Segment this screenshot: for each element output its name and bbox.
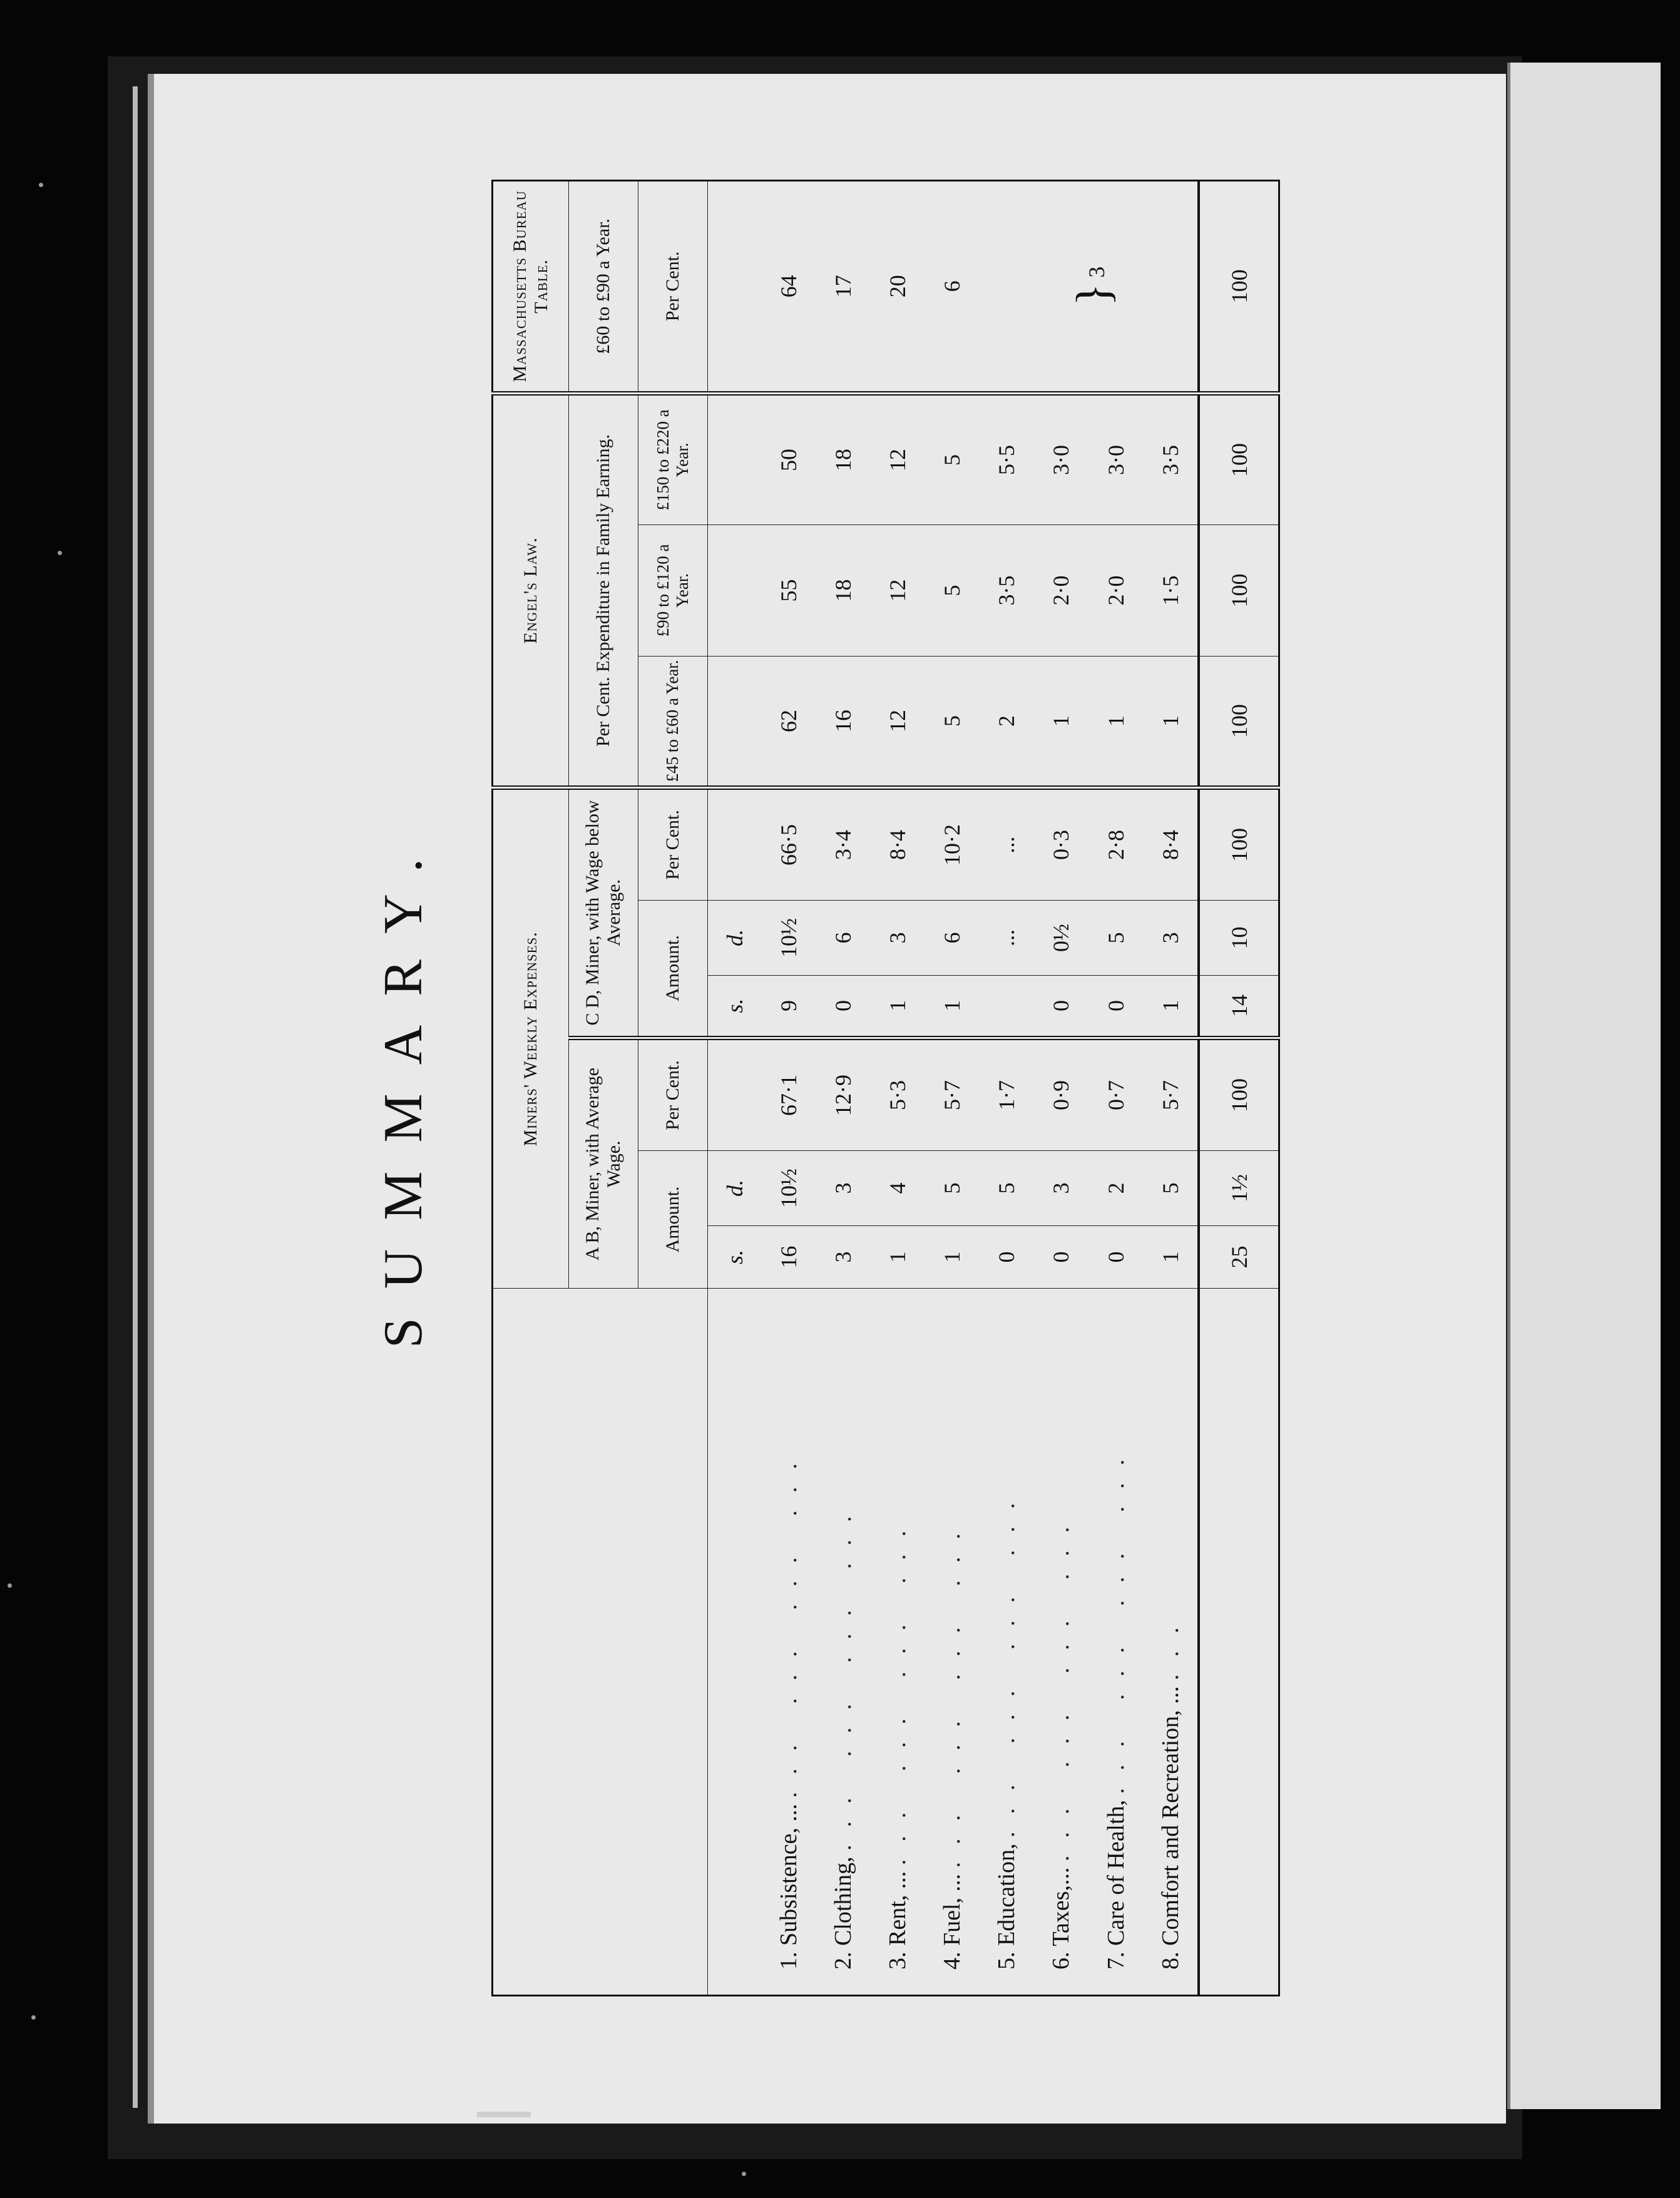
cd-pence: 6 bbox=[816, 901, 870, 976]
ab-pence: 4 bbox=[870, 1151, 925, 1226]
total-row bbox=[1199, 180, 1279, 1995]
col-cd-amount: Amount. bbox=[638, 901, 708, 1038]
leader-dots: ... ... ... ... bbox=[1102, 1441, 1129, 1794]
engel-90-120: 55 bbox=[761, 524, 816, 656]
ab-percent: 12·9 bbox=[816, 1038, 870, 1151]
cd-total-shillings: 14 bbox=[1199, 976, 1279, 1038]
ab-total-shillings: 25 bbox=[1199, 1226, 1279, 1289]
engel-150-220: 5·5 bbox=[980, 393, 1034, 524]
mass-total: 100 bbox=[1199, 180, 1279, 393]
ab-pence: 5 bbox=[925, 1151, 980, 1226]
col-engel-45-60: £45 to £60 a Year. bbox=[638, 656, 708, 787]
table-row bbox=[1034, 180, 1088, 1995]
engel-45-60: 16 bbox=[816, 656, 870, 787]
blank-cell bbox=[708, 393, 762, 524]
cd-pence: 6 bbox=[925, 901, 980, 976]
row-label: 7. Care of Health, ... ... ... ... bbox=[1088, 1289, 1143, 1996]
cd-percent: 8·4 bbox=[870, 787, 925, 900]
engel-150-220: 3·5 bbox=[1143, 393, 1199, 524]
leader-dots: ... ... ... ... bbox=[829, 1498, 856, 1851]
blank-cell bbox=[708, 656, 762, 787]
row-label: 6. Taxes,... ... ... ... ... bbox=[1034, 1289, 1088, 1996]
dust-speck bbox=[31, 2015, 36, 2020]
ab-percent: 5·7 bbox=[925, 1038, 980, 1151]
engel-150-220-total: 100 bbox=[1199, 393, 1279, 524]
row-label: 8. Comfort and Recreation, ... ... bbox=[1143, 1289, 1199, 1996]
ab-pence: 3 bbox=[816, 1151, 870, 1226]
ab-shillings: 1 bbox=[870, 1226, 925, 1289]
ab-shillings: 0 bbox=[980, 1226, 1034, 1289]
col-ab-amount: Amount. bbox=[638, 1151, 708, 1289]
engel-90-120: 1·5 bbox=[1143, 524, 1199, 656]
col-cd-percent: Per Cent. bbox=[638, 787, 708, 900]
engel-150-220: 18 bbox=[816, 393, 870, 524]
cd-shillings: 0 bbox=[816, 976, 870, 1038]
cd-pence: 0½ bbox=[1034, 901, 1088, 976]
ab-shillings: 1 bbox=[925, 1226, 980, 1289]
col-engel-150-220: £150 to £220 a Year. bbox=[638, 393, 708, 524]
ab-shillings: 0 bbox=[1034, 1226, 1088, 1289]
ab-percent: 5·7 bbox=[1143, 1038, 1199, 1151]
ab-total-pence: 1½ bbox=[1199, 1151, 1279, 1226]
cd-shillings bbox=[980, 976, 1034, 1038]
table-row bbox=[761, 180, 816, 1995]
leader-dots: ... ... ... ... bbox=[939, 1515, 966, 1868]
mass-percent: 6 bbox=[925, 180, 980, 393]
dust-speck bbox=[742, 2172, 746, 2176]
cd-percent: 2·8 bbox=[1088, 787, 1143, 900]
ab-shillings: 3 bbox=[816, 1226, 870, 1289]
engel-150-220: 12 bbox=[870, 393, 925, 524]
row-label: 4. Fuel, ... ... ... ... ... bbox=[925, 1289, 980, 1996]
unit-pence: d. bbox=[708, 1151, 762, 1226]
ab-percent: 1·7 bbox=[980, 1038, 1034, 1151]
unit-shillings: s. bbox=[708, 1226, 762, 1289]
engel-45-60: 12 bbox=[870, 656, 925, 787]
cd-percent: 66·5 bbox=[761, 787, 816, 900]
leader-dots: ... bbox=[1157, 1610, 1184, 1680]
summary-table bbox=[491, 180, 1280, 1996]
engel-90-120: 18 bbox=[816, 524, 870, 656]
blank-cell bbox=[708, 180, 762, 393]
engel-45-60: 62 bbox=[761, 656, 816, 787]
leader-dots: ... ... ... ... bbox=[884, 1513, 911, 1866]
group-miners-weekly-expenses: Miners' Weekly Expenses. bbox=[493, 787, 569, 1288]
engel-45-60: 1 bbox=[1143, 656, 1199, 787]
engel-150-220: 50 bbox=[761, 393, 816, 524]
row-label: 1. Subsistence, ... ... ... ... ... bbox=[761, 1289, 816, 1996]
ab-pence: 5 bbox=[980, 1151, 1034, 1226]
row-label: 3. Rent, ... ... ... ... ... bbox=[870, 1289, 925, 1996]
unit-pence: d. bbox=[708, 901, 762, 976]
rotated-content bbox=[366, 181, 1305, 1996]
engel-90-120: 12 bbox=[870, 524, 925, 656]
table-row bbox=[816, 180, 870, 1995]
cd-pence: 10½ bbox=[761, 901, 816, 976]
group-massachusetts-bureau: Massachusetts Bureau Table. bbox=[493, 180, 569, 393]
engel-150-220: 5 bbox=[925, 393, 980, 524]
ab-percent: 5·3 bbox=[870, 1038, 925, 1151]
cd-percent: 10·2 bbox=[925, 787, 980, 900]
ab-shillings: 1 bbox=[1143, 1226, 1199, 1289]
group-engels-law: Engel's Law. bbox=[493, 393, 569, 787]
cd-total-pence: 10 bbox=[1199, 901, 1279, 976]
mass-grouped-cell bbox=[980, 180, 1199, 393]
page-title: SUMMARY. bbox=[373, 829, 434, 1349]
engel-150-220: 3·0 bbox=[1088, 393, 1143, 524]
dust-speck bbox=[8, 1583, 12, 1588]
ab-pence: 10½ bbox=[761, 1151, 816, 1226]
unit-shillings: s. bbox=[708, 976, 762, 1038]
table-row bbox=[1143, 180, 1199, 1995]
subgroup-mass-range: £60 to £90 a Year. bbox=[569, 180, 638, 393]
row-label: 5. Education, ... ... ... ... bbox=[980, 1289, 1034, 1996]
cd-pence: 5 bbox=[1088, 901, 1143, 976]
mass-percent: 20 bbox=[870, 180, 925, 393]
table-row bbox=[1088, 180, 1143, 1995]
subgroup-cd-miner: C D, Miner, with Wage below Average. bbox=[569, 787, 638, 1038]
engel-45-60-total: 100 bbox=[1199, 656, 1279, 787]
engel-90-120-total: 100 bbox=[1199, 524, 1279, 656]
cd-shillings: 1 bbox=[870, 976, 925, 1038]
table-row bbox=[980, 180, 1034, 1995]
engel-150-220: 3·0 bbox=[1034, 393, 1088, 524]
col-mass-percent: Per Cent. bbox=[638, 180, 708, 393]
ab-percent: 0·7 bbox=[1088, 1038, 1143, 1151]
subgroup-engel-per-cent: Per Cent. Expenditure in Family Earning. bbox=[569, 393, 638, 787]
subgroup-ab-miner: A B, Miner, with Average Wage. bbox=[569, 1038, 638, 1289]
ab-pence: 3 bbox=[1034, 1151, 1088, 1226]
engel-90-120: 3·5 bbox=[980, 524, 1034, 656]
engel-90-120: 2·0 bbox=[1034, 524, 1088, 656]
cd-shillings: 1 bbox=[1143, 976, 1199, 1038]
engel-45-60: 2 bbox=[980, 656, 1034, 787]
blank-cell bbox=[708, 1038, 762, 1151]
blank-cell bbox=[708, 787, 762, 900]
cd-shillings: 0 bbox=[1088, 976, 1143, 1038]
ab-pence: 2 bbox=[1088, 1151, 1143, 1226]
table-row bbox=[870, 180, 925, 1995]
engel-45-60: 1 bbox=[1088, 656, 1143, 787]
col-ab-percent: Per Cent. bbox=[638, 1038, 708, 1151]
dust-speck bbox=[39, 183, 43, 187]
cd-percent: 8·4 bbox=[1143, 787, 1199, 900]
page-bottom-mark bbox=[477, 2112, 531, 2117]
cd-shillings: 0 bbox=[1034, 976, 1088, 1038]
cd-percent: ... bbox=[980, 787, 1034, 900]
cd-total-percent: 100 bbox=[1199, 787, 1279, 900]
ab-percent: 0·9 bbox=[1034, 1038, 1088, 1151]
cd-pence: 3 bbox=[870, 901, 925, 976]
engel-45-60: 5 bbox=[925, 656, 980, 787]
facing-page-edge bbox=[1507, 63, 1661, 2109]
cd-pence: 3 bbox=[1143, 901, 1199, 976]
table-row bbox=[925, 180, 980, 1995]
mass-percent: 3 bbox=[1083, 266, 1109, 278]
units-row-label bbox=[708, 1289, 762, 1996]
engel-90-120: 2·0 bbox=[1088, 524, 1143, 656]
col-engel-90-120: £90 to £120 a Year. bbox=[638, 524, 708, 656]
ab-total-percent: 100 bbox=[1199, 1038, 1279, 1151]
grouping-brace-icon: } bbox=[1067, 283, 1120, 307]
engel-90-120: 5 bbox=[925, 524, 980, 656]
cd-percent: 3·4 bbox=[816, 787, 870, 900]
mass-percent: 17 bbox=[816, 180, 870, 393]
ab-shillings: 0 bbox=[1088, 1226, 1143, 1289]
ab-pence: 5 bbox=[1143, 1151, 1199, 1226]
units-row bbox=[708, 180, 762, 1995]
cd-shillings: 1 bbox=[925, 976, 980, 1038]
ab-percent: 67·1 bbox=[761, 1038, 816, 1151]
cd-pence: ... bbox=[980, 901, 1034, 976]
leader-dots: ... ... ... ... bbox=[1048, 1509, 1075, 1862]
mass-percent: 64 bbox=[761, 180, 816, 393]
dust-speck bbox=[58, 551, 62, 555]
ab-shillings: 16 bbox=[761, 1226, 816, 1289]
row-label: 2. Clothing, ... ... ... ... bbox=[816, 1289, 870, 1996]
cd-shillings: 9 bbox=[761, 976, 816, 1038]
engel-45-60: 1 bbox=[1034, 656, 1088, 787]
blank-cell bbox=[708, 524, 762, 656]
cd-percent: 0·3 bbox=[1034, 787, 1088, 900]
leader-dots: ... ... ... ... bbox=[775, 1446, 802, 1798]
category-header bbox=[493, 1289, 708, 1996]
total-row-label bbox=[1199, 1289, 1279, 1996]
leader-dots: ... ... ... ... bbox=[993, 1485, 1020, 1838]
